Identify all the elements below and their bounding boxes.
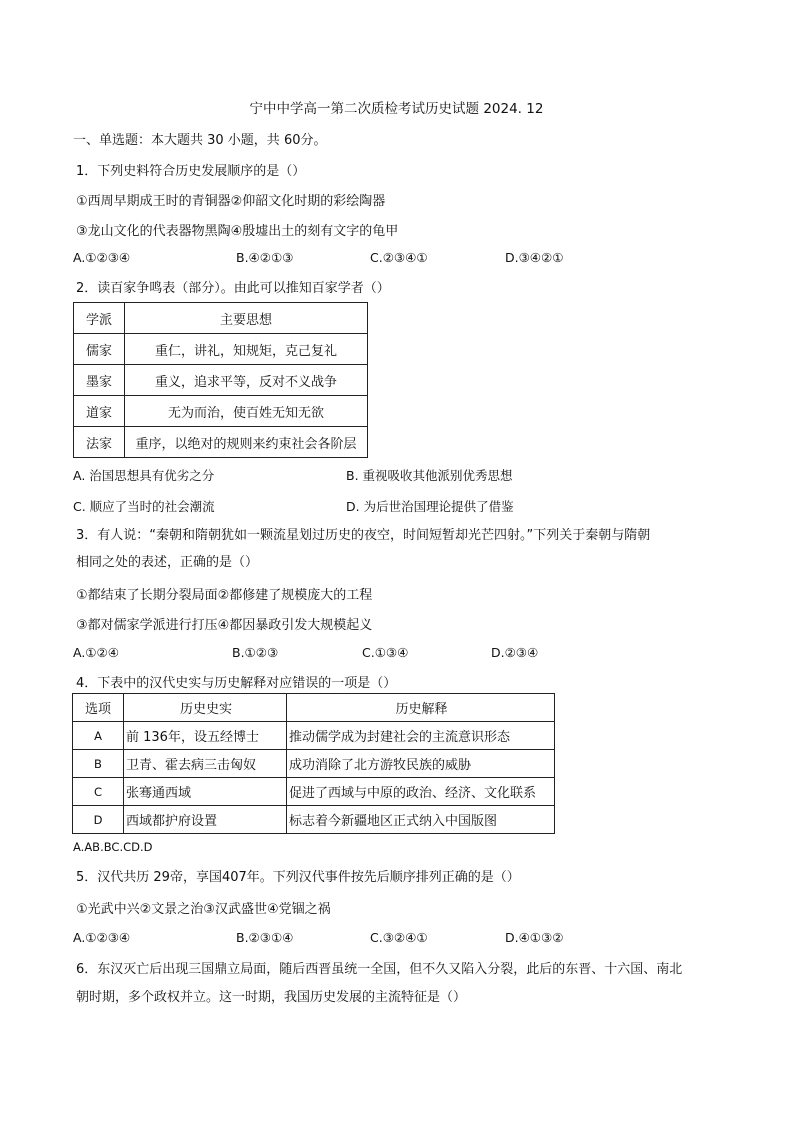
page-title: 宁中中学高一第二次质检考试历史试题 2024. 12 <box>249 101 544 117</box>
q3-option-c: C.①③④ <box>362 645 409 660</box>
q6-stem-line2: 朝时期，多个政权并立。这一时期，我国历史发展的主流特征是（） <box>76 990 467 1005</box>
table-cell: 墨家 <box>74 365 125 396</box>
table-cell: 张骞通西域 <box>124 778 287 806</box>
table-cell: D <box>73 806 124 834</box>
table-cell: 卫青、霍去病三击匈奴 <box>124 750 287 778</box>
table-cell: 成功消除了北方游牧民族的威胁 <box>287 750 555 778</box>
q1-line2: ③龙山文化的代表器物黑陶④殷墟出土的刻有文字的龟甲 <box>76 224 399 239</box>
table-row <box>73 778 555 806</box>
table-header-row <box>74 303 368 334</box>
table-cell: 道家 <box>74 396 125 427</box>
q2-stem: 2．读百家争鸣表（部分）。由此可以推知百家学者（） <box>76 281 390 296</box>
q2-option-c: C. 顺应了当时的社会潮流 <box>73 499 215 514</box>
table-cell: 儒家 <box>74 334 125 365</box>
table-header: 学派 <box>74 303 125 334</box>
table-cell: 促进了西域与中原的政治、经济、文化联系 <box>287 778 555 806</box>
q4-options: A.AB.BC.CD.D <box>73 840 153 854</box>
table-row <box>73 806 555 834</box>
table-row <box>74 365 368 396</box>
table-row <box>73 722 555 750</box>
table-cell: 重序，以绝对的规则来约束社会各阶层 <box>125 427 368 458</box>
table-cell: 标志着今新疆地区正式纳入中国版图 <box>287 806 555 834</box>
q5-option-c: C.③②④① <box>370 930 428 945</box>
q5-option-b: B.②③①④ <box>236 930 294 945</box>
q3-option-b: B.①②③ <box>232 645 279 660</box>
q3-stem-line1: 3．有人说：“秦朝和隋朝犹如一颗流星划过历史的夜空，时间短暂却光芒四射。”下列关于秦朝与隋朝 <box>76 528 651 543</box>
q3-option-d: D.②③④ <box>491 645 539 660</box>
table-header: 主要思想 <box>125 303 368 334</box>
table-cell: 无为而治，使百姓无知无欲 <box>125 396 368 427</box>
table-cell: 法家 <box>74 427 125 458</box>
section-heading: 一、单选题：本大题共 30 小题，共 60分。 <box>73 133 327 148</box>
table-cell: 西域都护府设置 <box>124 806 287 834</box>
q5-stem: 5．汉代共历 29帝，享国407年。下列汉代事件按先后顺序排列正确的是（） <box>76 870 520 885</box>
han-history-table <box>72 693 555 834</box>
q1-option-d: D.③④②① <box>505 250 564 265</box>
table-cell: 前 136年，设五经博士 <box>124 722 287 750</box>
table-row <box>74 396 368 427</box>
table-cell: 重义，追求平等，反对不义战争 <box>125 365 368 396</box>
table-row <box>73 750 555 778</box>
table-header: 历史史实 <box>124 694 287 722</box>
table-cell: 重仁，讲礼，知规矩，克己复礼 <box>125 334 368 365</box>
q4-stem: 4．下表中的汉代史实与历史解释对应错误的一项是（） <box>76 676 397 691</box>
table-cell: A <box>73 722 124 750</box>
school-thought-table <box>73 302 368 458</box>
table-cell: B <box>73 750 124 778</box>
q3-option-a: A.①②④ <box>73 645 119 660</box>
table-row <box>74 334 368 365</box>
q5-option-a: A.①②③④ <box>73 930 131 945</box>
q3-line1: ①都结束了长期分裂局面②都修建了规模庞大的工程 <box>76 588 373 603</box>
q5-option-d: D.④①③② <box>505 930 564 945</box>
q2-option-a: A. 治国思想具有优劣之分 <box>73 468 215 483</box>
q3-line2: ③都对儒家学派进行打压④都因暴政引发大规模起义 <box>76 618 373 633</box>
table-cell: 推动儒学成为封建社会的主流意识形态 <box>287 722 555 750</box>
q6-stem-line1: 6．东汉灭亡后出现三国鼎立局面，随后西晋虽统一全国，但不久又陷入分裂，此后的东晋、十六国、南北 <box>76 962 683 977</box>
table-cell: C <box>73 778 124 806</box>
table-header: 历史解释 <box>287 694 555 722</box>
q1-stem: 1．下列史料符合历史发展顺序的是（） <box>76 164 306 179</box>
q1-option-b: B.④②①③ <box>236 250 294 265</box>
q2-option-b: B. 重视吸收其他派别优秀思想 <box>346 468 513 483</box>
q1-option-c: C.②③④① <box>370 250 428 265</box>
q1-option-a: A.①②③④ <box>73 250 131 265</box>
q1-line1: ①西周早期成王时的青铜器②仰韶文化时期的彩绘陶器 <box>76 194 386 209</box>
q3-stem-line2: 相同之处的表述，正确的是（） <box>76 555 259 570</box>
table-header: 选项 <box>73 694 124 722</box>
q2-option-d: D. 为后世治国理论提供了借鉴 <box>346 499 514 514</box>
table-row <box>74 427 368 458</box>
table-header-row <box>73 694 555 722</box>
q5-line1: ①光武中兴②文景之治③汉武盛世④党锢之祸 <box>76 902 331 917</box>
